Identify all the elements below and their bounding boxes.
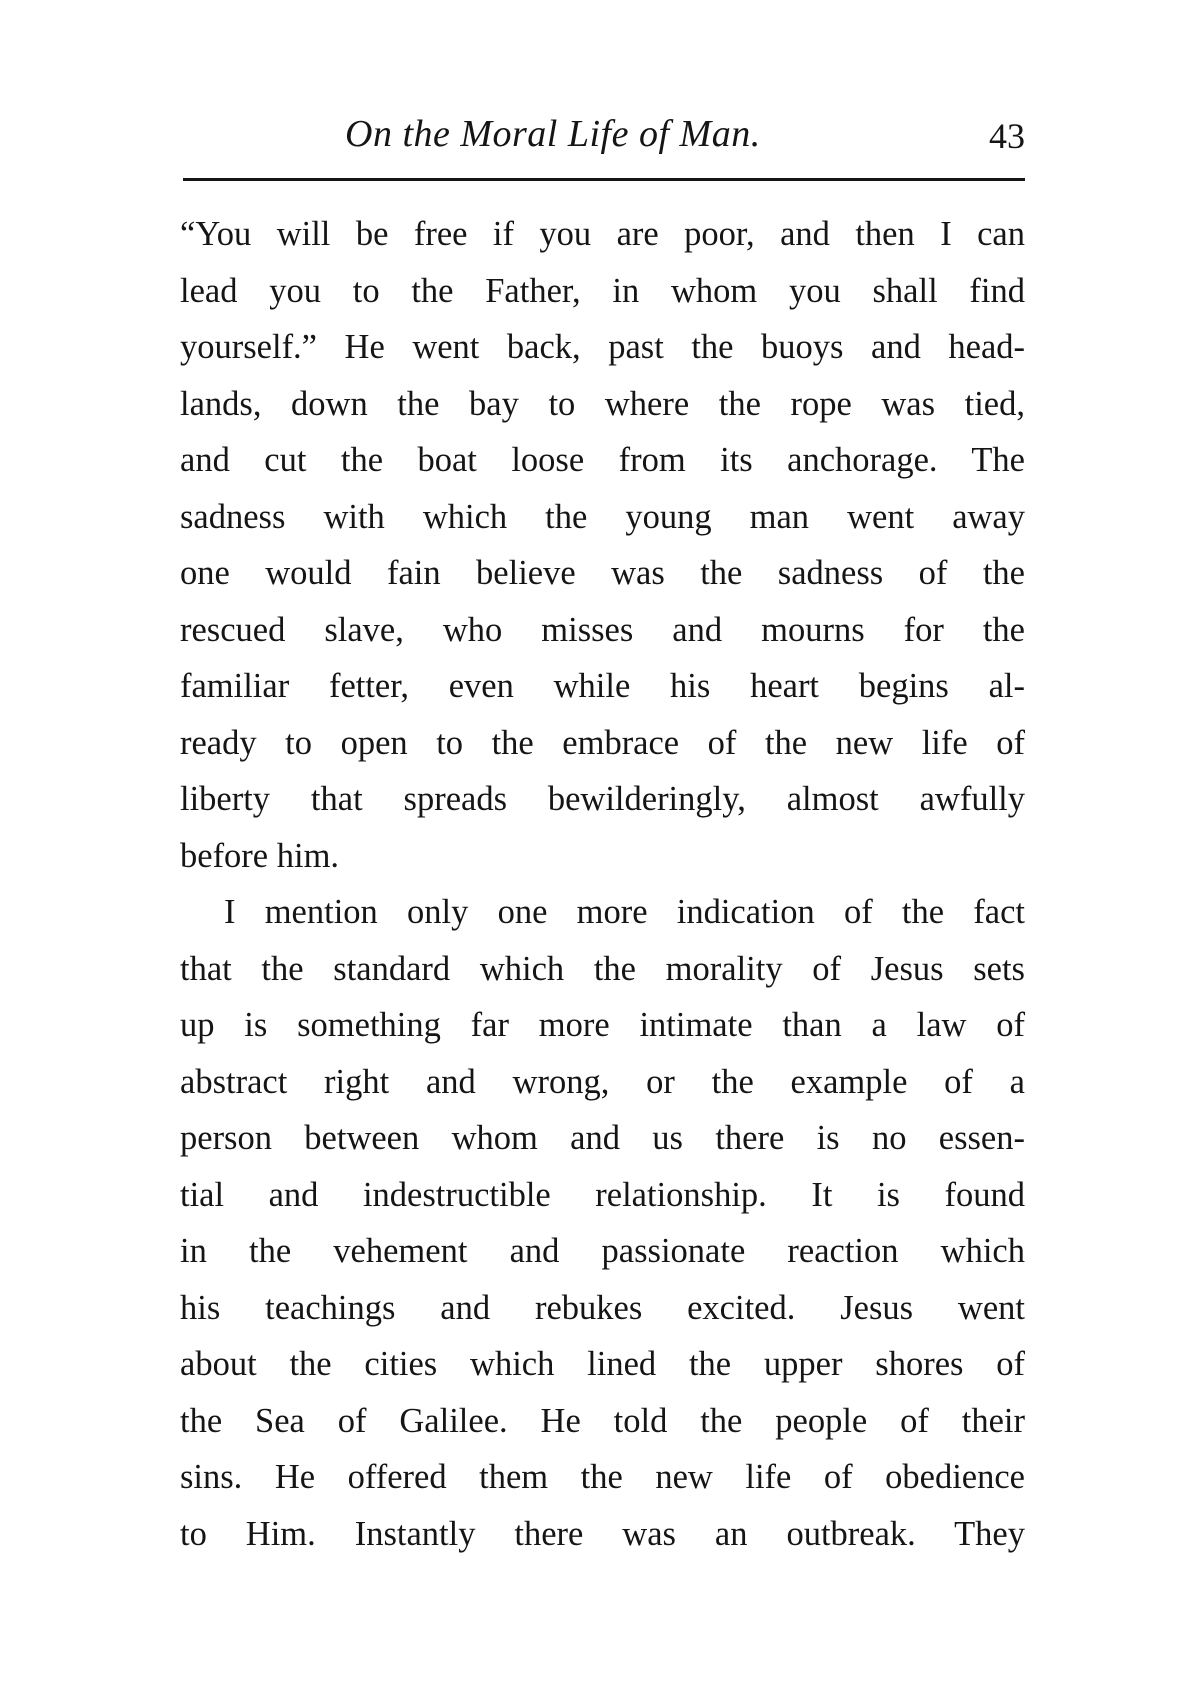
text-line: lead you to the Father, in whom you shall find xyxy=(180,271,1025,310)
text-line: rescued slave, who misses and mourns for the xyxy=(180,610,1025,649)
text-line: the Sea of Galilee. He told the people of their xyxy=(180,1401,1025,1440)
text-line: sadness with which the young man went away xyxy=(180,497,1025,536)
text-line: abstract right and wrong, or the example of a xyxy=(180,1062,1025,1101)
running-title: On the Moral Life of Man. xyxy=(345,113,761,155)
paragraph-start-line: I mention only one more indication of the fact xyxy=(224,893,1025,931)
text-line: yourself.” He went back, past the buoys and head- xyxy=(180,328,1025,366)
text-line: to Him. Instantly there was an outbreak. They xyxy=(180,1514,1025,1553)
body-text xyxy=(180,206,1025,1562)
text-line: liberty that spreads bewilderingly, almost awfully xyxy=(180,780,1025,818)
running-head xyxy=(180,104,1025,164)
text-line: in the vehement and passionate reaction which xyxy=(180,1232,1025,1270)
text-line: about the cities which lined the upper shores of xyxy=(180,1345,1025,1383)
text-line: ready to open to the embrace of the new life of xyxy=(180,723,1025,762)
header-rule xyxy=(183,178,1025,181)
paragraph-end-line: before him. xyxy=(180,836,340,875)
text-line: sins. He offered them the new life of obedience xyxy=(180,1458,1025,1496)
text-line: lands, down the bay to where the rope was tied, xyxy=(180,384,1025,423)
text-line: person between whom and us there is no essen- xyxy=(180,1119,1025,1157)
text-line: tial and indestructible relationship. It is found xyxy=(180,1175,1025,1214)
text-line: one would fain believe was the sadness of the xyxy=(180,554,1025,592)
text-line: that the standard which the morality of Jesus sets xyxy=(180,949,1025,988)
text-line: up is something far more intimate than a law of xyxy=(180,1006,1025,1044)
text-line: familiar fetter, even while his heart begins al- xyxy=(180,667,1025,705)
text-line: “You will be free if you are poor, and then I can xyxy=(180,215,1025,253)
page-number: 43 xyxy=(989,116,1025,156)
text-line: his teachings and rebukes excited. Jesus went xyxy=(180,1288,1025,1327)
text-line: and cut the boat loose from its anchorage. The xyxy=(180,441,1025,479)
